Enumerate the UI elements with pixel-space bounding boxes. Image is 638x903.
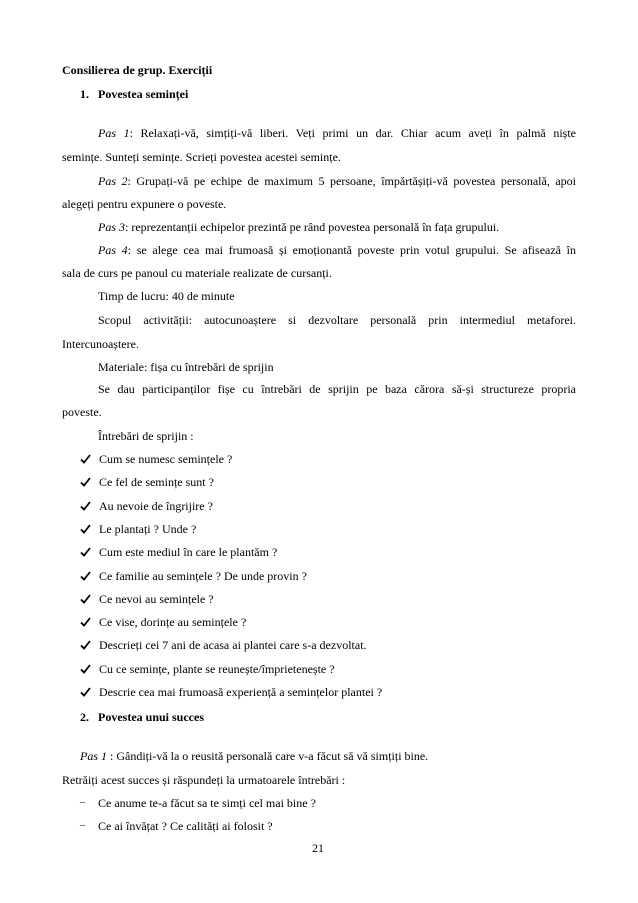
checkmark-icon [80, 547, 91, 557]
checkmark-icon [80, 664, 91, 674]
pas4-label: Pas 4 [98, 243, 128, 257]
list-item-text: Cum se numesc semințele ? [99, 452, 233, 466]
instructions-line-2: poveste. [62, 405, 102, 419]
pas1-line-1 [62, 124, 576, 142]
checkmark-icon [80, 477, 91, 487]
pas3-label: Pas 3 [98, 220, 125, 234]
checkmark-icon [80, 594, 91, 604]
list-item-text: Ce vise, dorințe au semințele ? [99, 615, 247, 629]
pas2-line-1 [62, 172, 576, 190]
checkmark-icon [80, 687, 91, 697]
checkmark-icon [80, 501, 91, 511]
list-item-text: Au nevoie de îngrijire ? [99, 499, 213, 513]
section2-title: Povestea unui succes [98, 710, 204, 724]
pas2-line-2: alegeți pentru expunere o poveste. [62, 197, 227, 211]
checkmark-icon [80, 617, 91, 627]
materials-line: Materiale: fișa cu întrebări de sprijin [98, 360, 274, 374]
pas2-label: Pas 2 [98, 174, 128, 188]
page-heading: Consilierea de grup. Exerciții [62, 63, 213, 77]
questions-label: Întrebări de sprijin : [98, 429, 194, 443]
list-item-text: Descrie cea mai frumoasă experiență a semințelor plantei ? [99, 685, 383, 699]
pas4-text-a: : se alege cea mai frumoasă și emoționantă poveste prin votul grupului. Se afisează în [127, 243, 577, 257]
pas1-label: Pas 1 [98, 126, 130, 140]
list-item-text: Ce fel de semințe sunt ? [99, 475, 214, 489]
goal-line-2: Intercunoaștere. [62, 337, 139, 351]
list-item-text: Ce anume te-a făcut sa te simți cel mai bine ? [98, 796, 316, 810]
pas4-line-1 [62, 241, 576, 259]
checkmark-icon [80, 524, 91, 534]
dash-bullet-icon: – [80, 797, 85, 808]
dash-bullet-icon: – [80, 820, 85, 831]
pas1-line-2: semințe. Sunteți semințe. Scrieți povestea acestei semințe. [62, 150, 341, 164]
retrieve-line: Retrăiți acest succes și răspundeți la urmatoarele întrebări : [62, 773, 346, 787]
pas4-line-2: sala de curs pe panoul cu materiale realizate de cursanți. [62, 266, 332, 280]
instructions-line-1: Se dau participanților fișe cu întrebări de sprijin pe baza cărora să-și structureze propria [98, 382, 576, 396]
page-number: 21 [312, 841, 324, 855]
section2-pas1-line [80, 747, 428, 765]
pas3-text: : reprezentanții echipelor prezintă pe rând povestea personală în fața grupului. [125, 220, 500, 234]
goal-line-1: Scopul activității: autocunoaștere si dezvoltare personală prin intermediul metaforei. [98, 313, 576, 327]
section1-number: 1. [80, 87, 89, 101]
list-item-text: Ce ai învățat ? Ce calități ai folosit ? [98, 819, 273, 833]
section2-pas1-label: Pas 1 [80, 749, 107, 763]
section2-pas1-text: : Gândiți-vă la o reusită personală care v-a făcut să vă simțiți bine. [107, 749, 429, 763]
list-item-text: Cum este mediul în care le plantăm ? [99, 545, 278, 559]
pas1-text-a: : Relaxați-vă, simțiți-vă liberi. Veți primi un dar. Chiar acum aveți în palmă niște [129, 126, 576, 140]
list-item-text: Ce familie au semințele ? De unde provin ? [99, 569, 307, 583]
work-time: Timp de lucru: 40 de minute [98, 289, 235, 303]
checkmark-icon [80, 454, 91, 464]
section1-title: Povestea seminței [98, 87, 189, 101]
checkmark-icon [80, 571, 91, 581]
list-item-text: Ce nevoi au semințele ? [99, 592, 214, 606]
list-item-text: Le plantați ? Unde ? [99, 522, 197, 536]
list-item-text: Descrieți cei 7 ani de acasa ai plantei care s-a dezvoltat. [99, 638, 367, 652]
pas3-line [98, 218, 499, 236]
section2-number: 2. [80, 710, 89, 724]
list-item-text: Cu ce semințe, plante se reunește/împrietenește ? [99, 662, 335, 676]
checkmark-icon [80, 640, 91, 650]
pas2-text-a: : Grupați-vă pe echipe de maximum 5 persoane, împărtășiți-vă povestea personală, apoi [127, 174, 576, 188]
